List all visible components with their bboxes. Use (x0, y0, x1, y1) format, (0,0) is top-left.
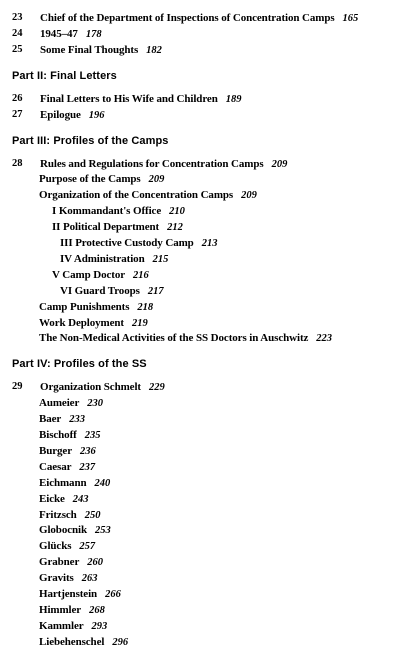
entry-title: Kammler (39, 619, 84, 632)
entry-title: Caesar (39, 460, 72, 473)
page-number: 229 (148, 382, 165, 394)
page-number: 235 (84, 430, 101, 441)
page-number: 215 (152, 253, 169, 265)
page-number: 196 (88, 109, 105, 121)
entry-title: IV Administration (60, 252, 145, 265)
entry-title: VI Guard Troops (60, 284, 140, 297)
section-heading: Part IV: Profiles of the SS (12, 358, 147, 371)
entry-title: Chief of the Department of Inspections of Concentration Camps (40, 12, 335, 24)
entry-title: Bischoff (39, 429, 77, 441)
page-number: 217 (147, 285, 164, 297)
entry-title: The Non-Medical Activities of the SS Doctors in Auschwitz (39, 332, 309, 345)
entry-title: Eicke (39, 492, 65, 505)
page-number: 268 (89, 604, 105, 616)
page-number: 182 (146, 44, 162, 56)
entry-title: Some Final Thoughts (40, 43, 139, 56)
entry-title: Organization Schmelt (40, 381, 141, 394)
entry-title: Globocnik (39, 524, 88, 537)
entry-title: Organization of the Concentration Camps (39, 189, 234, 202)
entry-title: Fritzsch (39, 508, 77, 521)
entry-title: Camp Punishments (39, 300, 130, 313)
entry-title: Rules and Regulations for Concentration Camps (40, 157, 264, 170)
entry-title: Final Letters to His Wife and Children (40, 92, 218, 105)
page-number: 233 (69, 414, 85, 426)
page-number: 236 (80, 445, 96, 457)
page-number: 257 (79, 541, 96, 553)
page-number: 237 (79, 461, 96, 473)
entry-title: Purpose of the Camps (39, 173, 141, 186)
section-heading: Part II: Final Letters (12, 69, 117, 82)
entry-title: Epilogue (40, 108, 81, 121)
page-number: 210 (169, 206, 185, 218)
page-number: 296 (112, 636, 129, 648)
entry-title: Hartjenstein (39, 588, 98, 600)
page-number: 223 (316, 333, 333, 345)
page-number: 230 (87, 398, 103, 410)
page-number: 218 (137, 301, 154, 313)
chapter-number: 25 (12, 43, 23, 55)
entry-title: Aumeier (39, 397, 80, 410)
page-number: 178 (85, 28, 102, 40)
entry-title: Burger (39, 444, 73, 457)
page-number: 266 (105, 589, 121, 600)
entry-title: I Kommandant's Office (52, 205, 162, 218)
page-number: 260 (87, 557, 103, 569)
page-number: 253 (95, 525, 111, 537)
chapter-number: 26 (12, 92, 23, 104)
entry-title: Grabner (39, 556, 80, 569)
entry-title: Liebehenschel (39, 635, 105, 648)
page-number: 216 (133, 269, 149, 281)
page-number: 209 (241, 190, 257, 202)
entry-title: Gravits (39, 572, 74, 585)
entry-title: III Protective Custody Camp (60, 237, 194, 249)
entry-title: Baer (39, 413, 62, 426)
chapter-number: 29 (12, 381, 23, 393)
entry-title: Work Deployment (39, 316, 124, 329)
chapter-number: 23 (12, 12, 23, 23)
chapter-number: 28 (12, 157, 23, 169)
page-number: 240 (94, 477, 111, 489)
page-number: 243 (72, 493, 89, 505)
page-number: 263 (81, 573, 98, 585)
entry-title: 1945–47 (40, 27, 78, 40)
page-number: 219 (131, 317, 148, 329)
page-number: 213 (201, 238, 218, 249)
chapter-number: 24 (12, 27, 23, 39)
page-number: 250 (84, 509, 101, 521)
entry-title: Glücks (39, 540, 72, 553)
page-number: 209 (271, 158, 288, 170)
entry-title: V Camp Doctor (52, 268, 126, 281)
entry-title: Himmler (39, 603, 82, 616)
page-number: 165 (342, 13, 359, 24)
page-number: 209 (148, 174, 165, 186)
page-number: 212 (167, 222, 183, 234)
entry-title: Eichmann (39, 476, 87, 489)
section-heading: Part III: Profiles of the Camps (12, 134, 169, 147)
page-number: 293 (91, 620, 108, 632)
page-number: 189 (225, 93, 242, 105)
entry-title: II Political Department (52, 221, 160, 234)
chapter-number: 27 (12, 108, 23, 120)
